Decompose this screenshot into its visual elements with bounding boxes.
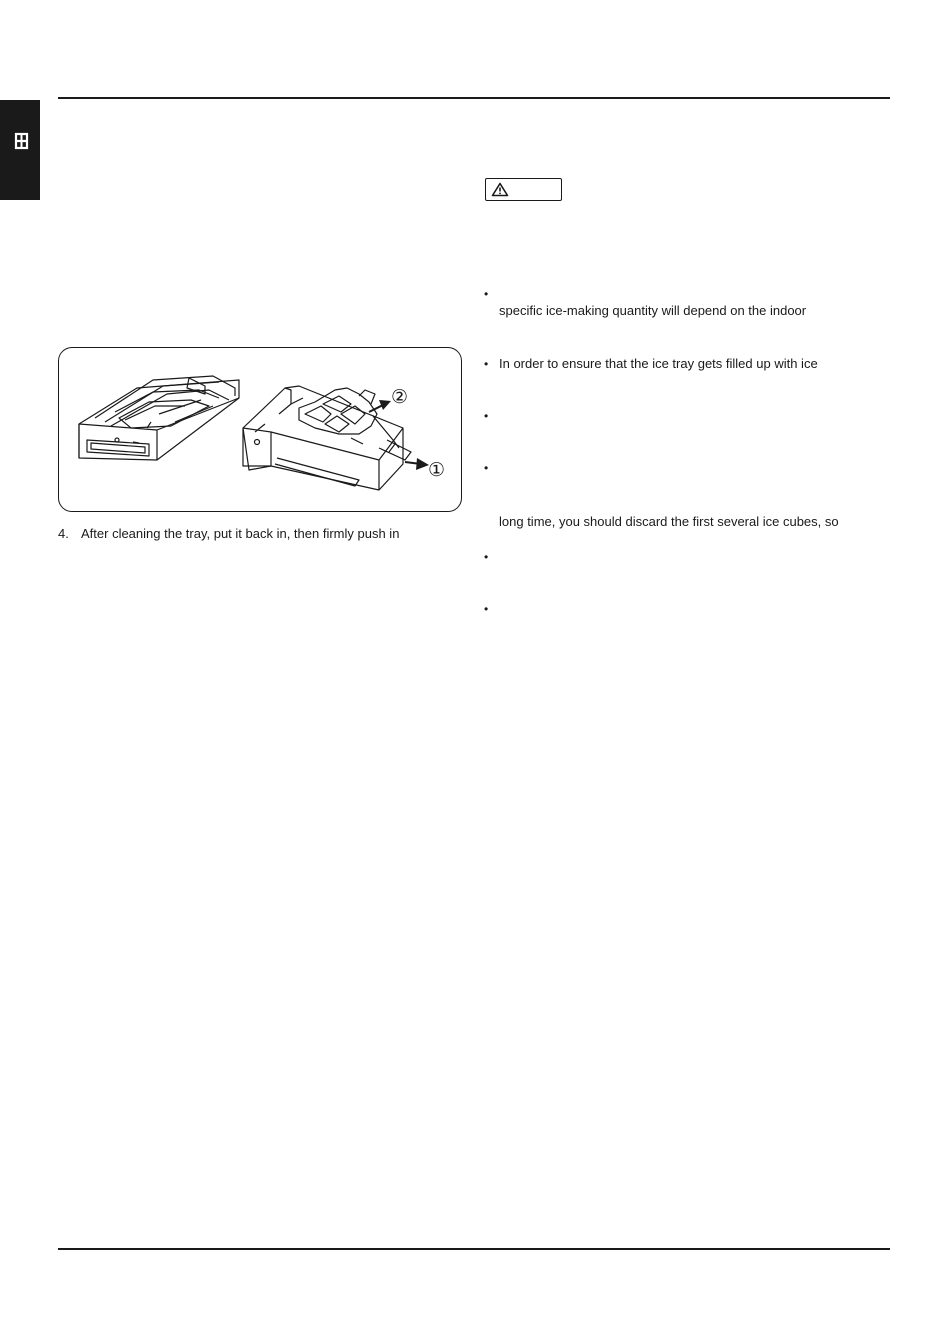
header-rule [58, 97, 890, 99]
ice-tray-illustration [58, 347, 462, 512]
language-tab [0, 100, 40, 200]
ice-maker-drawing [59, 348, 462, 512]
step-4 [58, 526, 458, 542]
figure-label-2: ② [391, 386, 409, 408]
bullet-marker: • [484, 287, 489, 301]
step-text: After cleaning the tray, put it back in, then firmly push in [81, 526, 400, 541]
step-number: 4. [58, 526, 69, 541]
text-line: In order to ensure that the ice tray gets filled up with ice [499, 356, 818, 371]
warning-triangle-icon [491, 182, 509, 197]
bullet-marker: • [484, 602, 489, 616]
text-line: specific ice-making quantity will depend on the indoor [499, 303, 807, 318]
footer-rule [58, 1248, 890, 1250]
bullet-marker: • [484, 409, 489, 423]
bullet-marker: • [484, 461, 489, 475]
bullet-marker: • [484, 357, 489, 371]
text-line: long time, you should discard the first several ice cubes, so [499, 514, 839, 529]
warning-label [485, 178, 562, 201]
bullet-marker: • [484, 550, 489, 564]
figure-label-1: ① [428, 459, 446, 481]
language-flag-icon [12, 132, 30, 150]
